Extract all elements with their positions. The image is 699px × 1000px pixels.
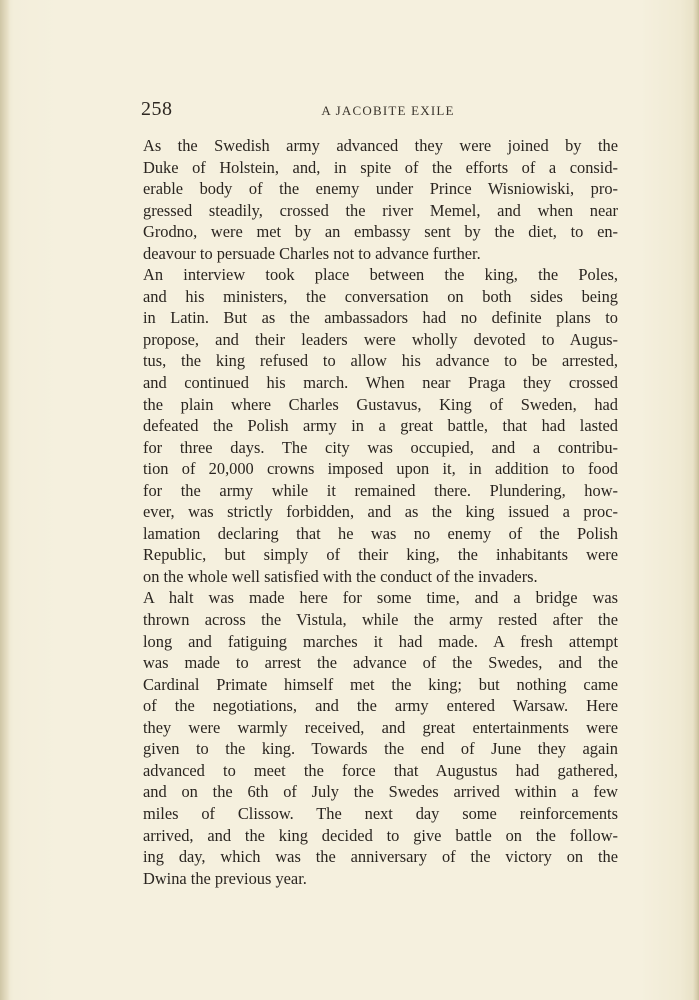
text-line: they were warmly received, and great entertainments were: [143, 717, 618, 737]
text-line: and his ministers, the conversation on both sides being: [143, 286, 618, 306]
text-line: miles of Clissow. The next day some reinforcements: [143, 803, 618, 823]
text-line: arrived, and the king decided to give battle on the follow-: [143, 825, 618, 845]
text-line: defeated the Polish army in a great battle, that had lasted: [143, 416, 618, 436]
text-line: Republic, but simply of their king, the inhabitants were: [143, 545, 618, 565]
text-line: Cardinal Primate himself met the king; but nothing came: [143, 674, 618, 694]
paragraph-2: [143, 264, 618, 587]
text-line: As the Swedish army advanced they were joined by the: [143, 136, 618, 155]
text-line: gressed steadily, crossed the river Memel, and when near: [143, 200, 618, 220]
text-line: ing day, which was the anniversary of the victory on the: [143, 847, 618, 867]
page-number: 258: [141, 98, 173, 120]
page-edge: [693, 0, 699, 1000]
text-line: and on the 6th of July the Swedes arrived within a few: [143, 782, 618, 802]
body-text: [143, 135, 618, 889]
text-line: the plain where Charles Gustavus, King of Sweden, had: [143, 394, 618, 414]
text-line: for the army while it remained there. Plundering, how-: [143, 480, 618, 500]
text-line: of the negotiations, and the army entered Warsaw. Here: [143, 696, 618, 716]
text-line: on the whole well satisfied with the conduct of the invaders.: [143, 566, 538, 586]
page-binding-shadow: [0, 0, 10, 1000]
text-line: was made to arrest the advance of the Swedes, and the: [143, 653, 618, 673]
text-line: Duke of Holstein, and, in spite of the efforts of a consid-: [143, 157, 618, 177]
text-line: for three days. The city was occupied, and a contribu-: [143, 437, 618, 457]
paragraph-3: [143, 587, 618, 889]
text-line: erable body of the enemy under Prince Wisniowiski, pro-: [143, 179, 618, 199]
text-line: in Latin. But as the ambassadors had no definite plans to: [143, 308, 618, 328]
running-title: A JACOBITE EXILE: [321, 103, 455, 118]
text-line: tus, the king refused to allow his advance to be arrested,: [143, 351, 618, 371]
text-line: deavour to persuade Charles not to advance further.: [143, 243, 481, 263]
text-line: A halt was made here for some time, and a bridge was: [143, 588, 618, 608]
text-line: thrown across the Vistula, while the army rested after the: [143, 610, 618, 630]
text-line: long and fatiguing marches it had made. A fresh attempt: [143, 631, 618, 651]
text-line: tion of 20,000 crowns imposed upon it, in addition to food: [143, 459, 618, 479]
text-line: propose, and their leaders were wholly devoted to Augus-: [143, 329, 618, 349]
text-line: and continued his march. When near Praga they crossed: [143, 373, 618, 393]
page-header: [141, 98, 619, 122]
text-line: An interview took place between the king, the Poles,: [143, 265, 618, 285]
text-line: Dwina the previous year.: [143, 868, 307, 888]
paragraph-1: [143, 135, 618, 264]
text-line: lamation declaring that he was no enemy of the Polish: [143, 523, 618, 543]
text-line: advanced to meet the force that Augustus had gathered,: [143, 760, 618, 780]
text-line: Grodno, were met by an embassy sent by the diet, to en-: [143, 222, 618, 242]
text-line: given to the king. Towards the end of June they again: [143, 739, 618, 759]
text-line: ever, was strictly forbidden, and as the king issued a proc-: [143, 502, 618, 522]
